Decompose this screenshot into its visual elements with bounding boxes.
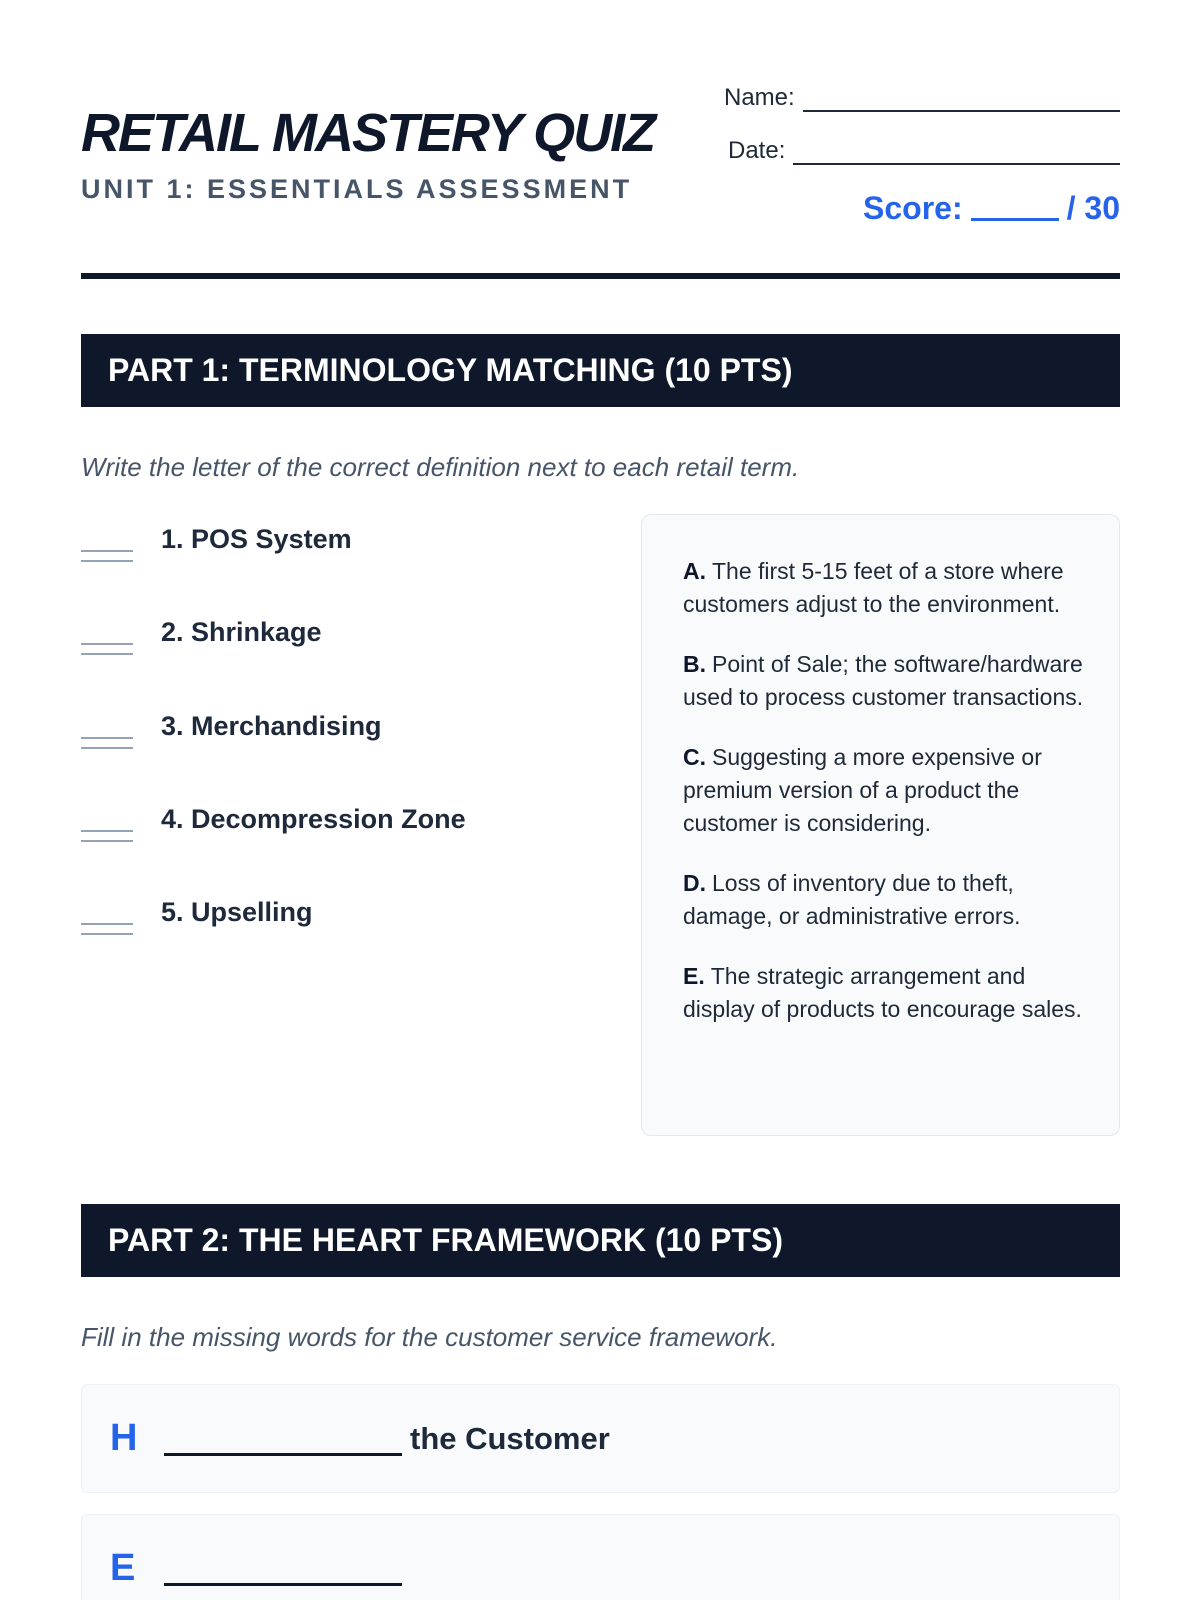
answer-blank[interactable] — [81, 550, 133, 552]
quiz-title: RETAIL MASTERY QUIZ — [81, 103, 655, 163]
term-item — [81, 617, 621, 657]
definition-letter: B. — [683, 651, 706, 677]
term-label: 1. POS System — [161, 524, 352, 554]
definition-item — [683, 555, 1089, 621]
definition-text: Point of Sale; the software/hardware used to process customer transactions. — [683, 651, 1084, 710]
term-item — [81, 897, 621, 937]
definition-letter: D. — [683, 870, 706, 896]
definition-item — [683, 648, 1089, 714]
answer-underline — [81, 840, 133, 842]
definition-letter: C. — [683, 744, 706, 770]
heart-row — [81, 1384, 1120, 1493]
heart-row — [81, 1514, 1120, 1600]
answer-underline — [81, 933, 133, 935]
date-label: Date: — [728, 137, 786, 164]
score-total: / 30 — [1066, 190, 1120, 226]
heart-answer-blank[interactable] — [164, 1432, 402, 1456]
name-label: Name: — [724, 84, 795, 111]
quiz-subtitle: UNIT 1: ESSENTIALS ASSESSMENT — [81, 174, 633, 204]
name-blank[interactable] — [803, 90, 1120, 112]
heart-answer-blank[interactable] — [164, 1562, 402, 1586]
part1-instruction: Write the letter of the correct definition next to each retail term. — [81, 452, 800, 482]
definition-item — [683, 867, 1089, 933]
definition-text: Suggesting a more expensive or premium version of a product the customer is considering. — [683, 744, 1042, 836]
answer-underline — [81, 560, 133, 562]
term-label: 2. Shrinkage — [161, 617, 322, 647]
definition-text: The first 5-15 feet of a store where customers adjust to the environment. — [683, 558, 1064, 617]
answer-blank[interactable] — [81, 923, 133, 925]
term-item — [81, 804, 621, 844]
answer-underline — [81, 653, 133, 655]
definition-text: The strategic arrangement and display of products to encourage sales. — [683, 963, 1082, 1022]
definition-text: Loss of inventory due to theft, damage, or administrative errors. — [683, 870, 1021, 929]
answer-underline — [81, 747, 133, 749]
term-label: 5. Upselling — [161, 897, 313, 927]
answer-blank[interactable] — [81, 643, 133, 645]
heart-letter: H — [110, 1417, 138, 1459]
score-field[interactable] — [863, 190, 1120, 227]
part2-instruction: Fill in the missing words for the customer service framework. — [81, 1322, 778, 1352]
answer-blank[interactable] — [81, 737, 133, 739]
definition-item — [683, 960, 1089, 1026]
header-divider — [81, 273, 1120, 279]
heart-row-text: the Customer — [410, 1420, 610, 1456]
part1-heading: PART 1: TERMINOLOGY MATCHING (10 PTS) — [81, 334, 1120, 407]
date-field[interactable] — [728, 137, 1120, 165]
quiz-header — [81, 80, 1120, 280]
part2-heading: PART 2: THE HEART FRAMEWORK (10 PTS) — [81, 1204, 1120, 1277]
term-label: 4. Decompression Zone — [161, 804, 466, 834]
score-label: Score: — [863, 190, 963, 226]
term-label: 3. Merchandising — [161, 711, 382, 741]
definition-letter: A. — [683, 558, 706, 584]
definition-item — [683, 741, 1089, 840]
heart-letter: E — [110, 1547, 136, 1589]
name-field[interactable] — [724, 84, 1120, 112]
answer-blank[interactable] — [81, 830, 133, 832]
date-blank[interactable] — [793, 143, 1120, 165]
term-item — [81, 711, 621, 751]
term-item — [81, 524, 621, 564]
definitions-box — [641, 514, 1120, 1136]
score-blank[interactable] — [971, 195, 1059, 221]
definition-letter: E. — [683, 963, 705, 989]
